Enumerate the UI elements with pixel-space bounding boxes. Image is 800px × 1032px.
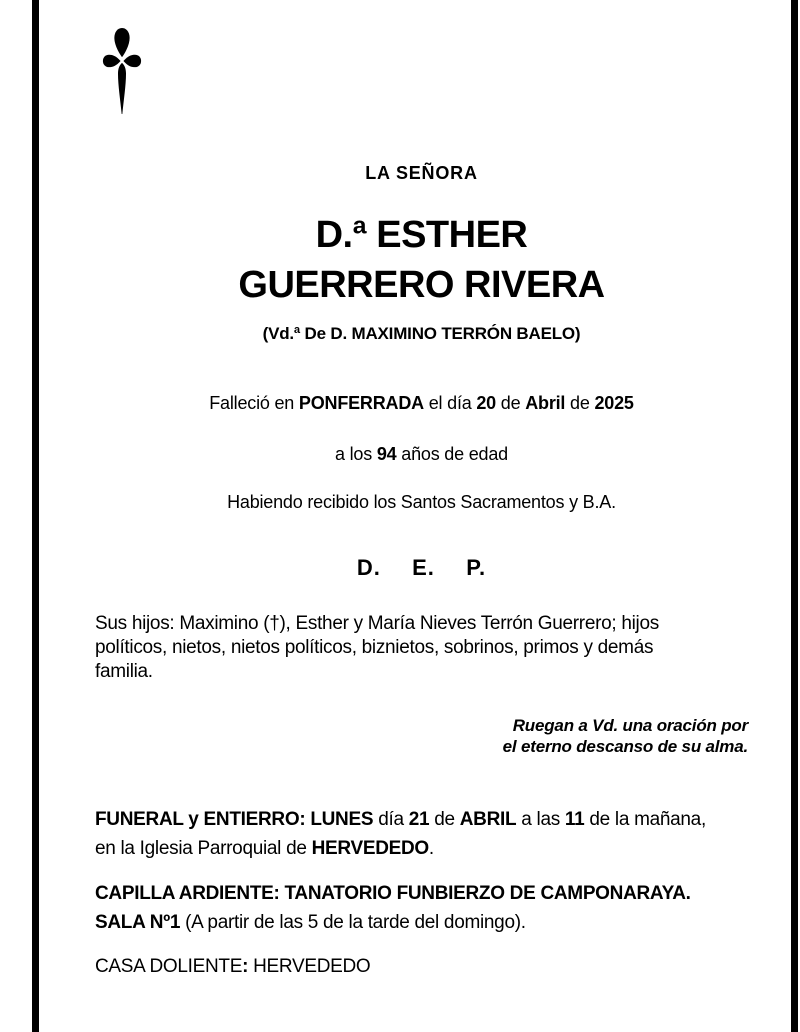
family-paragraph-line2: políticos, nietos, nietos políticos, biznietos, sobrinos, primos y demás: [95, 637, 654, 658]
esquela-content: [95, 0, 748, 981]
wake-chapel-info: [95, 879, 748, 937]
left-border-rule: [32, 0, 39, 1032]
mourning-house-line: CASA DOLIENTE: HERVEDEDO: [95, 956, 371, 977]
memorial-cross-icon: [101, 24, 748, 118]
deceased-name-line1: D.ª ESTHER: [315, 214, 528, 256]
widow-of-line: (Vd.ª De D. MAXIMINO TERRÓN BAELO): [262, 324, 581, 343]
family-paragraph-line3: familia.: [95, 661, 153, 682]
dep-abbreviation: D. E. P.: [356, 555, 487, 580]
honorific-title: LA SEÑORA: [365, 163, 478, 183]
funeral-schedule: [95, 805, 748, 863]
family-paragraph-line1: Sus hijos: Maximino (†), Esther y María Nieves Terrón Guerrero; hijos: [95, 613, 659, 634]
death-place-date-line: Falleció en PONFERRADA el día 20 de Abril de 2025: [209, 393, 634, 413]
funeral-schedule-line1: FUNERAL y ENTIERRO: LUNES día 21 de ABRIL a las 11 de la mañana,: [95, 809, 706, 830]
deceased-name: [95, 210, 748, 310]
right-border-rule: [791, 0, 798, 1032]
wake-chapel-line1: CAPILLA ARDIENTE: TANATORIO FUNBIERZO DE CAMPONARAYA.: [95, 883, 691, 904]
prayer-request: [95, 715, 748, 757]
wake-chapel-line2: SALA Nº1 (A partir de las 5 de la tarde del domingo).: [95, 912, 526, 933]
prayer-request-line1: Ruegan a Vd. una oración por: [512, 716, 748, 735]
sacraments-line: Habiendo recibido los Santos Sacramentos y B.A.: [227, 492, 616, 512]
deceased-name-line2: GUERRERO RIVERA: [238, 264, 605, 306]
family-paragraph: [95, 612, 748, 684]
age-line: a los 94 años de edad: [335, 444, 508, 464]
prayer-request-line2: el eterno descanso de su alma.: [502, 737, 748, 756]
funeral-schedule-line2: en la Iglesia Parroquial de HERVEDEDO.: [95, 838, 434, 859]
